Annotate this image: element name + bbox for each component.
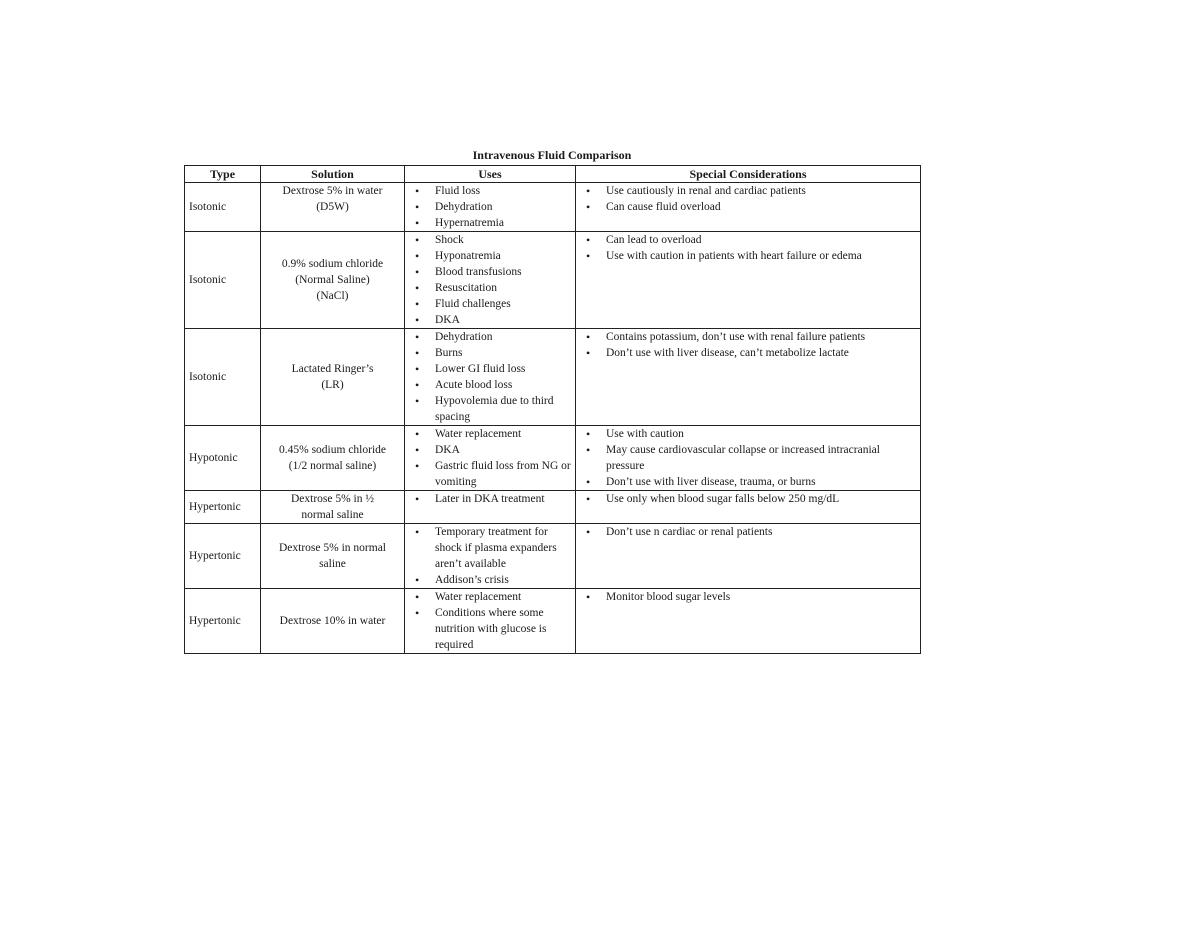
uses-item: • Blood transfusions <box>435 264 571 280</box>
uses-list <box>409 329 571 425</box>
cell-solution <box>261 426 405 491</box>
cell-uses <box>405 491 576 524</box>
consideration-item: • Use only when blood sugar falls below 250 mg/dL <box>606 491 916 507</box>
cell-type: Hypertonic <box>185 491 261 524</box>
cell-type: Isotonic <box>185 329 261 426</box>
solution-line: normal saline <box>301 509 364 521</box>
cell-uses <box>405 183 576 232</box>
uses-item: • DKA <box>435 442 571 458</box>
uses-item: • Resuscitation <box>435 280 571 296</box>
uses-item: • Hypovolemia due to third spacing <box>435 393 571 425</box>
table-row <box>185 589 921 654</box>
table-title: Intravenous Fluid Comparison <box>472 148 632 162</box>
document-page <box>184 148 920 654</box>
table-row <box>185 524 921 589</box>
consideration-item: • Contains potassium, don’t use with renal failure patients <box>606 329 916 345</box>
cell-special-considerations <box>576 232 921 329</box>
solution-line: Dextrose 5% in ½ <box>290 493 375 505</box>
iv-fluid-table <box>184 165 921 654</box>
uses-item: • Lower GI fluid loss <box>435 361 571 377</box>
solution-line: 0.9% sodium chloride <box>281 258 384 270</box>
cell-uses <box>405 589 576 654</box>
consideration-item: • Use cautiously in renal and cardiac patients <box>606 183 916 199</box>
uses-item: • Addison’s crisis <box>435 572 571 588</box>
considerations-list <box>580 589 916 605</box>
cell-uses <box>405 329 576 426</box>
uses-item: • Gastric fluid loss from NG or vomiting <box>435 458 571 490</box>
uses-list <box>409 589 571 653</box>
consideration-item: • Don’t use with liver disease, can’t metabolize lactate <box>606 345 916 361</box>
uses-item: • Fluid challenges <box>435 296 571 312</box>
solution-line: Dextrose 5% in water <box>282 185 383 197</box>
uses-item: • Temporary treatment for shock if plasma expanders aren’t available <box>435 524 571 572</box>
cell-solution <box>261 183 405 232</box>
uses-list <box>409 426 571 490</box>
solution-line: saline <box>319 558 346 570</box>
table-row <box>185 183 921 232</box>
uses-item: • DKA <box>435 312 571 328</box>
uses-list <box>409 524 571 588</box>
cell-solution <box>261 589 405 654</box>
consideration-item: • Can lead to overload <box>606 232 916 248</box>
cell-uses <box>405 524 576 589</box>
considerations-list <box>580 329 916 361</box>
cell-solution <box>261 524 405 589</box>
considerations-list <box>580 426 916 490</box>
uses-item: • Hypernatremia <box>435 215 571 231</box>
cell-special-considerations <box>576 491 921 524</box>
cell-special-considerations <box>576 426 921 491</box>
uses-item: • Burns <box>435 345 571 361</box>
uses-item: • Later in DKA treatment <box>435 491 571 507</box>
header-uses: Uses <box>405 166 576 183</box>
cell-type: Isotonic <box>185 183 261 232</box>
table-row <box>185 491 921 524</box>
cell-solution <box>261 329 405 426</box>
solution-line: Dextrose 10% in water <box>279 615 386 627</box>
solution-line: Dextrose 5% in normal <box>279 542 386 554</box>
consideration-item: • Monitor blood sugar levels <box>606 589 916 605</box>
header-special-considerations: Special Considerations <box>576 166 921 183</box>
solution-line: (NaCl) <box>316 290 349 302</box>
cell-special-considerations <box>576 589 921 654</box>
consideration-item: • May cause cardiovascular collapse or increased intracranial pressure <box>606 442 916 474</box>
uses-item: • Dehydration <box>435 329 571 345</box>
header-type: Type <box>185 166 261 183</box>
solution-line: 0.45% sodium chloride <box>279 444 386 456</box>
consideration-item: • Can cause fluid overload <box>606 199 916 215</box>
cell-type: Isotonic <box>185 232 261 329</box>
cell-special-considerations <box>576 329 921 426</box>
considerations-list <box>580 524 916 540</box>
table-body <box>185 183 921 654</box>
cell-special-considerations <box>576 524 921 589</box>
considerations-list <box>580 232 916 264</box>
cell-solution <box>261 491 405 524</box>
considerations-list <box>580 491 916 507</box>
uses-item: • Fluid loss <box>435 183 571 199</box>
cell-type: Hypertonic <box>185 589 261 654</box>
table-header-row <box>185 166 921 183</box>
table-row <box>185 232 921 329</box>
considerations-list <box>580 183 916 215</box>
uses-list <box>409 232 571 328</box>
solution-line: (LR) <box>321 379 344 391</box>
consideration-item: • Use with caution <box>606 426 916 442</box>
cell-uses <box>405 232 576 329</box>
solution-line: (D5W) <box>316 201 349 213</box>
uses-item: • Acute blood loss <box>435 377 571 393</box>
solution-line: (Normal Saline) <box>295 274 370 286</box>
solution-line: (1/2 normal saline) <box>288 460 377 472</box>
cell-uses <box>405 426 576 491</box>
consideration-item: • Use with caution in patients with heart failure or edema <box>606 248 916 264</box>
consideration-item: • Don’t use with liver disease, trauma, or burns <box>606 474 916 490</box>
cell-type: Hypotonic <box>185 426 261 491</box>
uses-item: • Shock <box>435 232 571 248</box>
uses-item: • Hyponatremia <box>435 248 571 264</box>
uses-item: • Dehydration <box>435 199 571 215</box>
cell-solution <box>261 232 405 329</box>
cell-special-considerations <box>576 183 921 232</box>
uses-list <box>409 183 571 231</box>
solution-line: Lactated Ringer’s <box>291 363 374 375</box>
table-row <box>185 426 921 491</box>
header-solution: Solution <box>261 166 405 183</box>
uses-item: • Water replacement <box>435 589 571 605</box>
uses-item: • Water replacement <box>435 426 571 442</box>
uses-list <box>409 491 571 507</box>
consideration-item: • Don’t use n cardiac or renal patients <box>606 524 916 540</box>
cell-type: Hypertonic <box>185 524 261 589</box>
uses-item: • Conditions where some nutrition with glucose is required <box>435 605 571 653</box>
table-row <box>185 329 921 426</box>
